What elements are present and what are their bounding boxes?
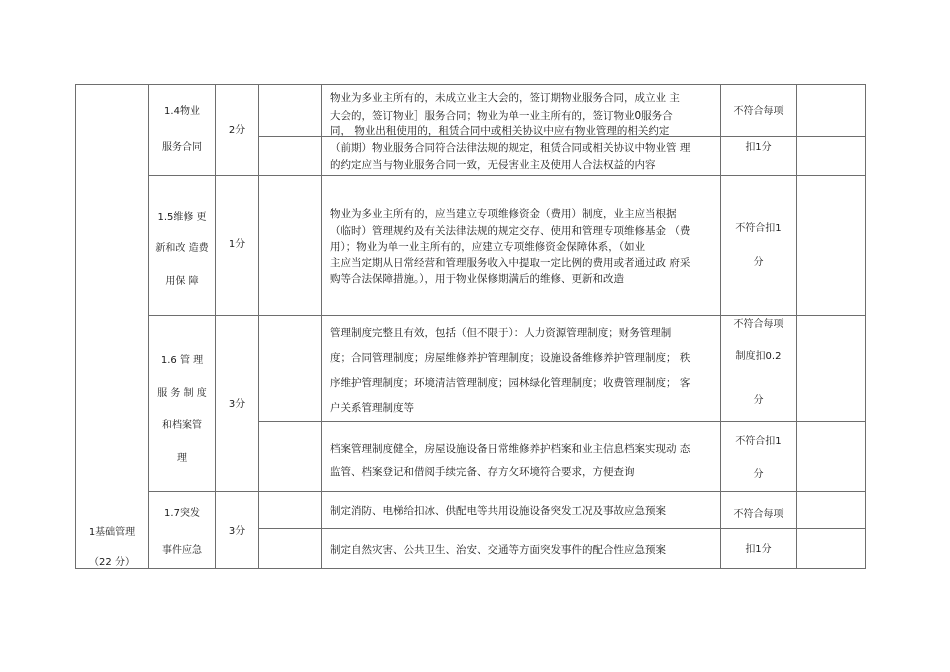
column-divider bbox=[258, 84, 259, 569]
column-divider bbox=[796, 84, 797, 569]
criteria-text: 制定消防、电梯给扣冰、供配电等共用设施设备突发工况及事故应急预案 bbox=[330, 505, 666, 517]
item-score: 2分 bbox=[228, 125, 246, 136]
criteria-text: 购等合法保障措施。），用于物业保修期满后的维修、更新和改造 bbox=[330, 273, 624, 285]
criteria-text: 监管、档案登记和借阅手续完备、存方攵环境符合要求，方便查询 bbox=[330, 466, 635, 478]
criteria-text: 户关系管理制度等 bbox=[330, 402, 414, 414]
table-right-border bbox=[865, 84, 866, 569]
item-score: 3分 bbox=[228, 526, 246, 537]
column-divider bbox=[148, 84, 149, 569]
item-name: 1.4物业 bbox=[164, 106, 200, 117]
row-divider bbox=[148, 491, 865, 492]
deduction-rule: 扣1分 bbox=[745, 142, 772, 153]
item-score: 3分 bbox=[228, 399, 246, 410]
table-left-border bbox=[75, 84, 76, 569]
deduction-rule: 制度扣0.2 bbox=[735, 351, 782, 362]
criteria-text: 大会的，签订物业］服务合同；物业为单一业主所有的，签订物业0服务合 bbox=[330, 110, 673, 122]
row-divider bbox=[148, 315, 865, 316]
criteria-text: 物业为多业主所有的，应当建立专项维修资金（费用）制度，业主应当根据 bbox=[330, 208, 677, 220]
item-name: 事件应急 bbox=[162, 545, 202, 556]
criteria-text: 档案管理制度健全，房屋设施设备日常维修养护档案和业主信息档案实现动 态 bbox=[330, 443, 691, 455]
deduction-rule: 分 bbox=[753, 469, 764, 480]
item-name: 1.6 管 理 bbox=[160, 355, 204, 366]
criteria-text: （临时）管理规约及有关法律法规的规定交存、使用和管理专项维修基金 （费 bbox=[330, 225, 691, 237]
criteria-text: 同， 物业出租使用的，租赁合同中或相关协议中应有物业管理的相关约定 bbox=[330, 125, 670, 137]
item-name: 理 bbox=[177, 453, 187, 464]
deduction-rule: 不符合每项 bbox=[733, 319, 784, 330]
criteria-text: 用）；物业为单一业主所有的，应建立专项维修资金保障体系，（如业 bbox=[330, 241, 645, 253]
column-divider bbox=[215, 84, 216, 569]
row-divider bbox=[148, 175, 865, 176]
row-divider bbox=[720, 528, 865, 529]
item-name: 服 务 制 度 bbox=[157, 388, 207, 399]
criteria-text: 的约定应当与物业服务合同一致，无侵害业主及使用人合法权益的内容 bbox=[330, 159, 656, 171]
item-score: 1分 bbox=[228, 239, 246, 250]
item-name: 1.5维修 更 bbox=[157, 212, 207, 223]
table-top-border bbox=[75, 84, 865, 85]
deduction-rule: 不符合扣1 bbox=[735, 223, 782, 234]
criteria-text: 度；合同管理制度；房屋维修养护管理制度；设施设备维修养护管理制度； 秩 bbox=[330, 352, 691, 364]
column-divider bbox=[321, 84, 322, 569]
item-name: 用保 障 bbox=[165, 276, 199, 287]
table-bottom-border bbox=[75, 568, 865, 569]
deduction-rule: 分 bbox=[753, 257, 764, 268]
deduction-rule: 不符合每项 bbox=[733, 509, 784, 520]
criteria-text: 序维护管理制度；环境清洁管理制度；园林绿化管理制度；收费管理制度； 客 bbox=[330, 377, 691, 389]
deduction-rule: 扣1分 bbox=[745, 544, 772, 555]
criteria-text: 制定自然灾害、公共卫生、治安、交通等方面突发事件的配合性应急预案 bbox=[330, 544, 666, 556]
row-divider bbox=[258, 421, 865, 422]
criteria-text: 物业为多业主所有的，未成立业主大会的，签订期物业服务合同，成立业 主 bbox=[330, 92, 680, 104]
criteria-text: 主应当定期从日常经营和管理服务收入中提取一定比例的费用或者通过政 府采 bbox=[330, 257, 691, 269]
row-divider bbox=[258, 528, 720, 529]
criteria-text: 管理制度完整且有效，包括（但不限于）：人力资源管理制度；财务管理制 bbox=[330, 327, 672, 339]
item-name: 服务合同 bbox=[162, 142, 202, 153]
item-name: 和档案管 bbox=[162, 420, 202, 431]
deduction-rule: 不符合扣1 bbox=[735, 436, 782, 447]
item-name: 新和改 造费 bbox=[155, 243, 209, 254]
deduction-rule: 不符合每项 bbox=[733, 106, 784, 117]
section-score: （22 分） bbox=[89, 557, 135, 568]
deduction-rule: 分 bbox=[753, 395, 764, 406]
section-label: 1基础管理 bbox=[88, 527, 136, 538]
item-name: 1.7突发 bbox=[164, 508, 200, 519]
criteria-text: （前期）物业服务合同符合法律法规的规定，租赁合同或相关协议中物业管 理 bbox=[330, 142, 691, 154]
